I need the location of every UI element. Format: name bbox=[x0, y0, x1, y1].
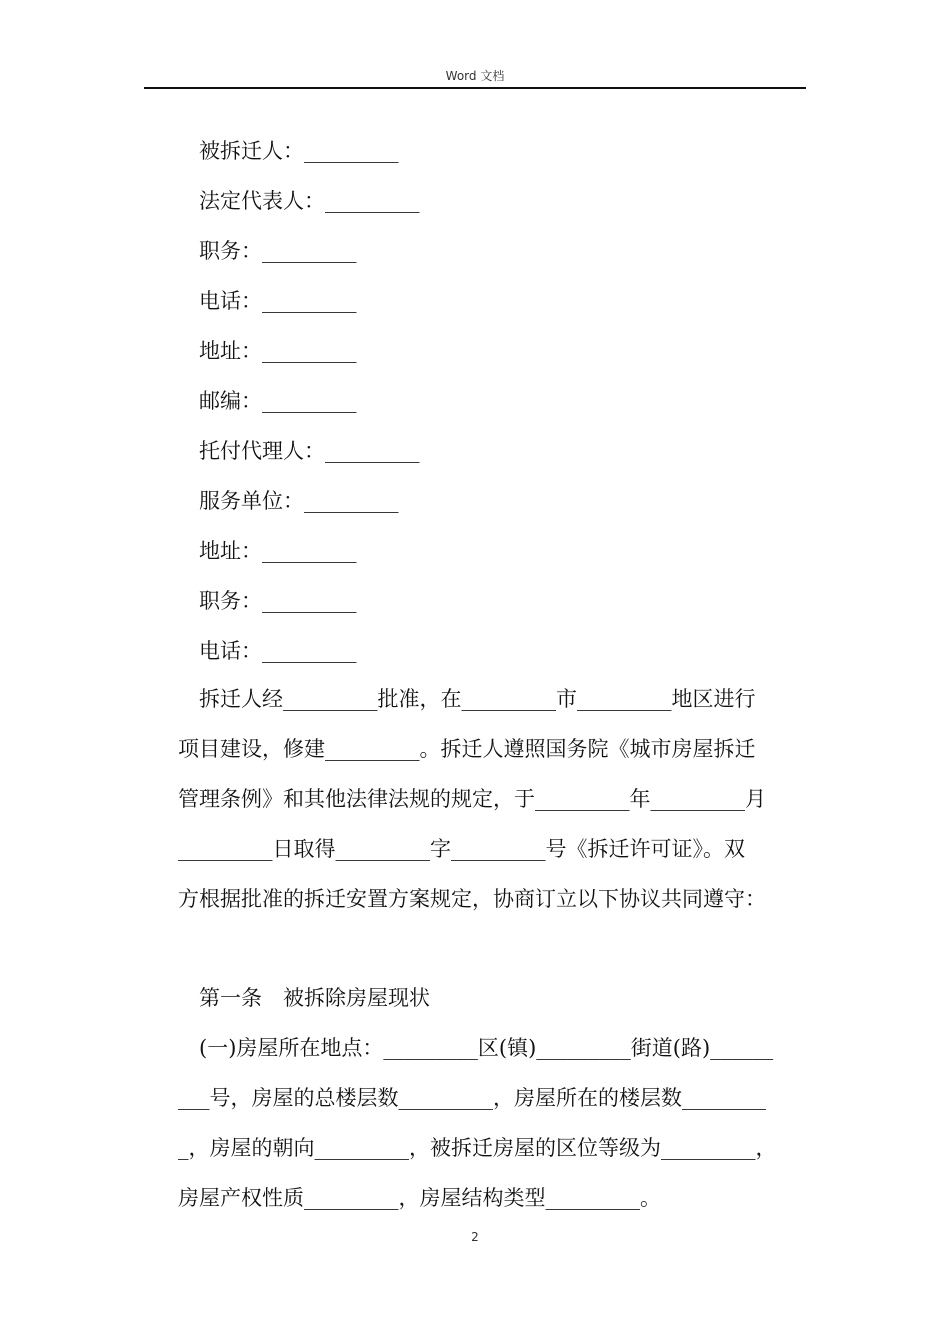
paragraph-line: _，房屋的朝向_________，被拆迁房屋的区位等级为_________， bbox=[178, 1136, 777, 1160]
field-line: 电话：_________ bbox=[199, 289, 357, 313]
field-line: 被拆迁人：_________ bbox=[199, 139, 399, 163]
page-number: 2 bbox=[471, 1230, 479, 1244]
field-line: 职务：_________ bbox=[199, 589, 357, 613]
paragraph-line: _________日取得_________字_________号《拆迁许可证》。双 bbox=[178, 837, 745, 861]
field-line: 邮编：_________ bbox=[199, 389, 357, 413]
field-line: 法定代表人：_________ bbox=[199, 189, 420, 213]
paragraph-line: ___号，房屋的总楼层数_________，房屋所在的楼层数________ bbox=[178, 1086, 766, 1110]
field-line: 地址：_________ bbox=[199, 339, 357, 363]
field-line: 托付代理人：_________ bbox=[199, 439, 420, 463]
article-heading: 第一条 被拆除房屋现状 bbox=[199, 986, 430, 1010]
field-line: 地址：_________ bbox=[199, 539, 357, 563]
field-line: 职务：_________ bbox=[199, 239, 357, 263]
paragraph-line: 方根据批准的拆迁安置方案规定，协商订立以下协议共同遵守： bbox=[178, 887, 766, 911]
field-line: 服务单位：_________ bbox=[199, 489, 399, 513]
field-line: 电话：_________ bbox=[199, 639, 357, 663]
paragraph-line: 管理条例》和其他法律法规的规定，于_________年_________月 bbox=[178, 787, 766, 811]
page-header: Word 文档 bbox=[445, 69, 505, 83]
paragraph-line: 房屋产权性质_________，房屋结构类型_________。 bbox=[178, 1186, 661, 1210]
paragraph-line: 项目建设，修建_________。拆迁人遵照国务院《城市房屋拆迁 bbox=[178, 737, 756, 761]
paragraph-line: 拆迁人经_________批准，在_________市_________地区进行 bbox=[199, 687, 756, 711]
paragraph-line: (一)房屋所在地点：_________区(镇)_________街道(路)______ bbox=[199, 1036, 774, 1060]
header-rule bbox=[144, 87, 806, 89]
